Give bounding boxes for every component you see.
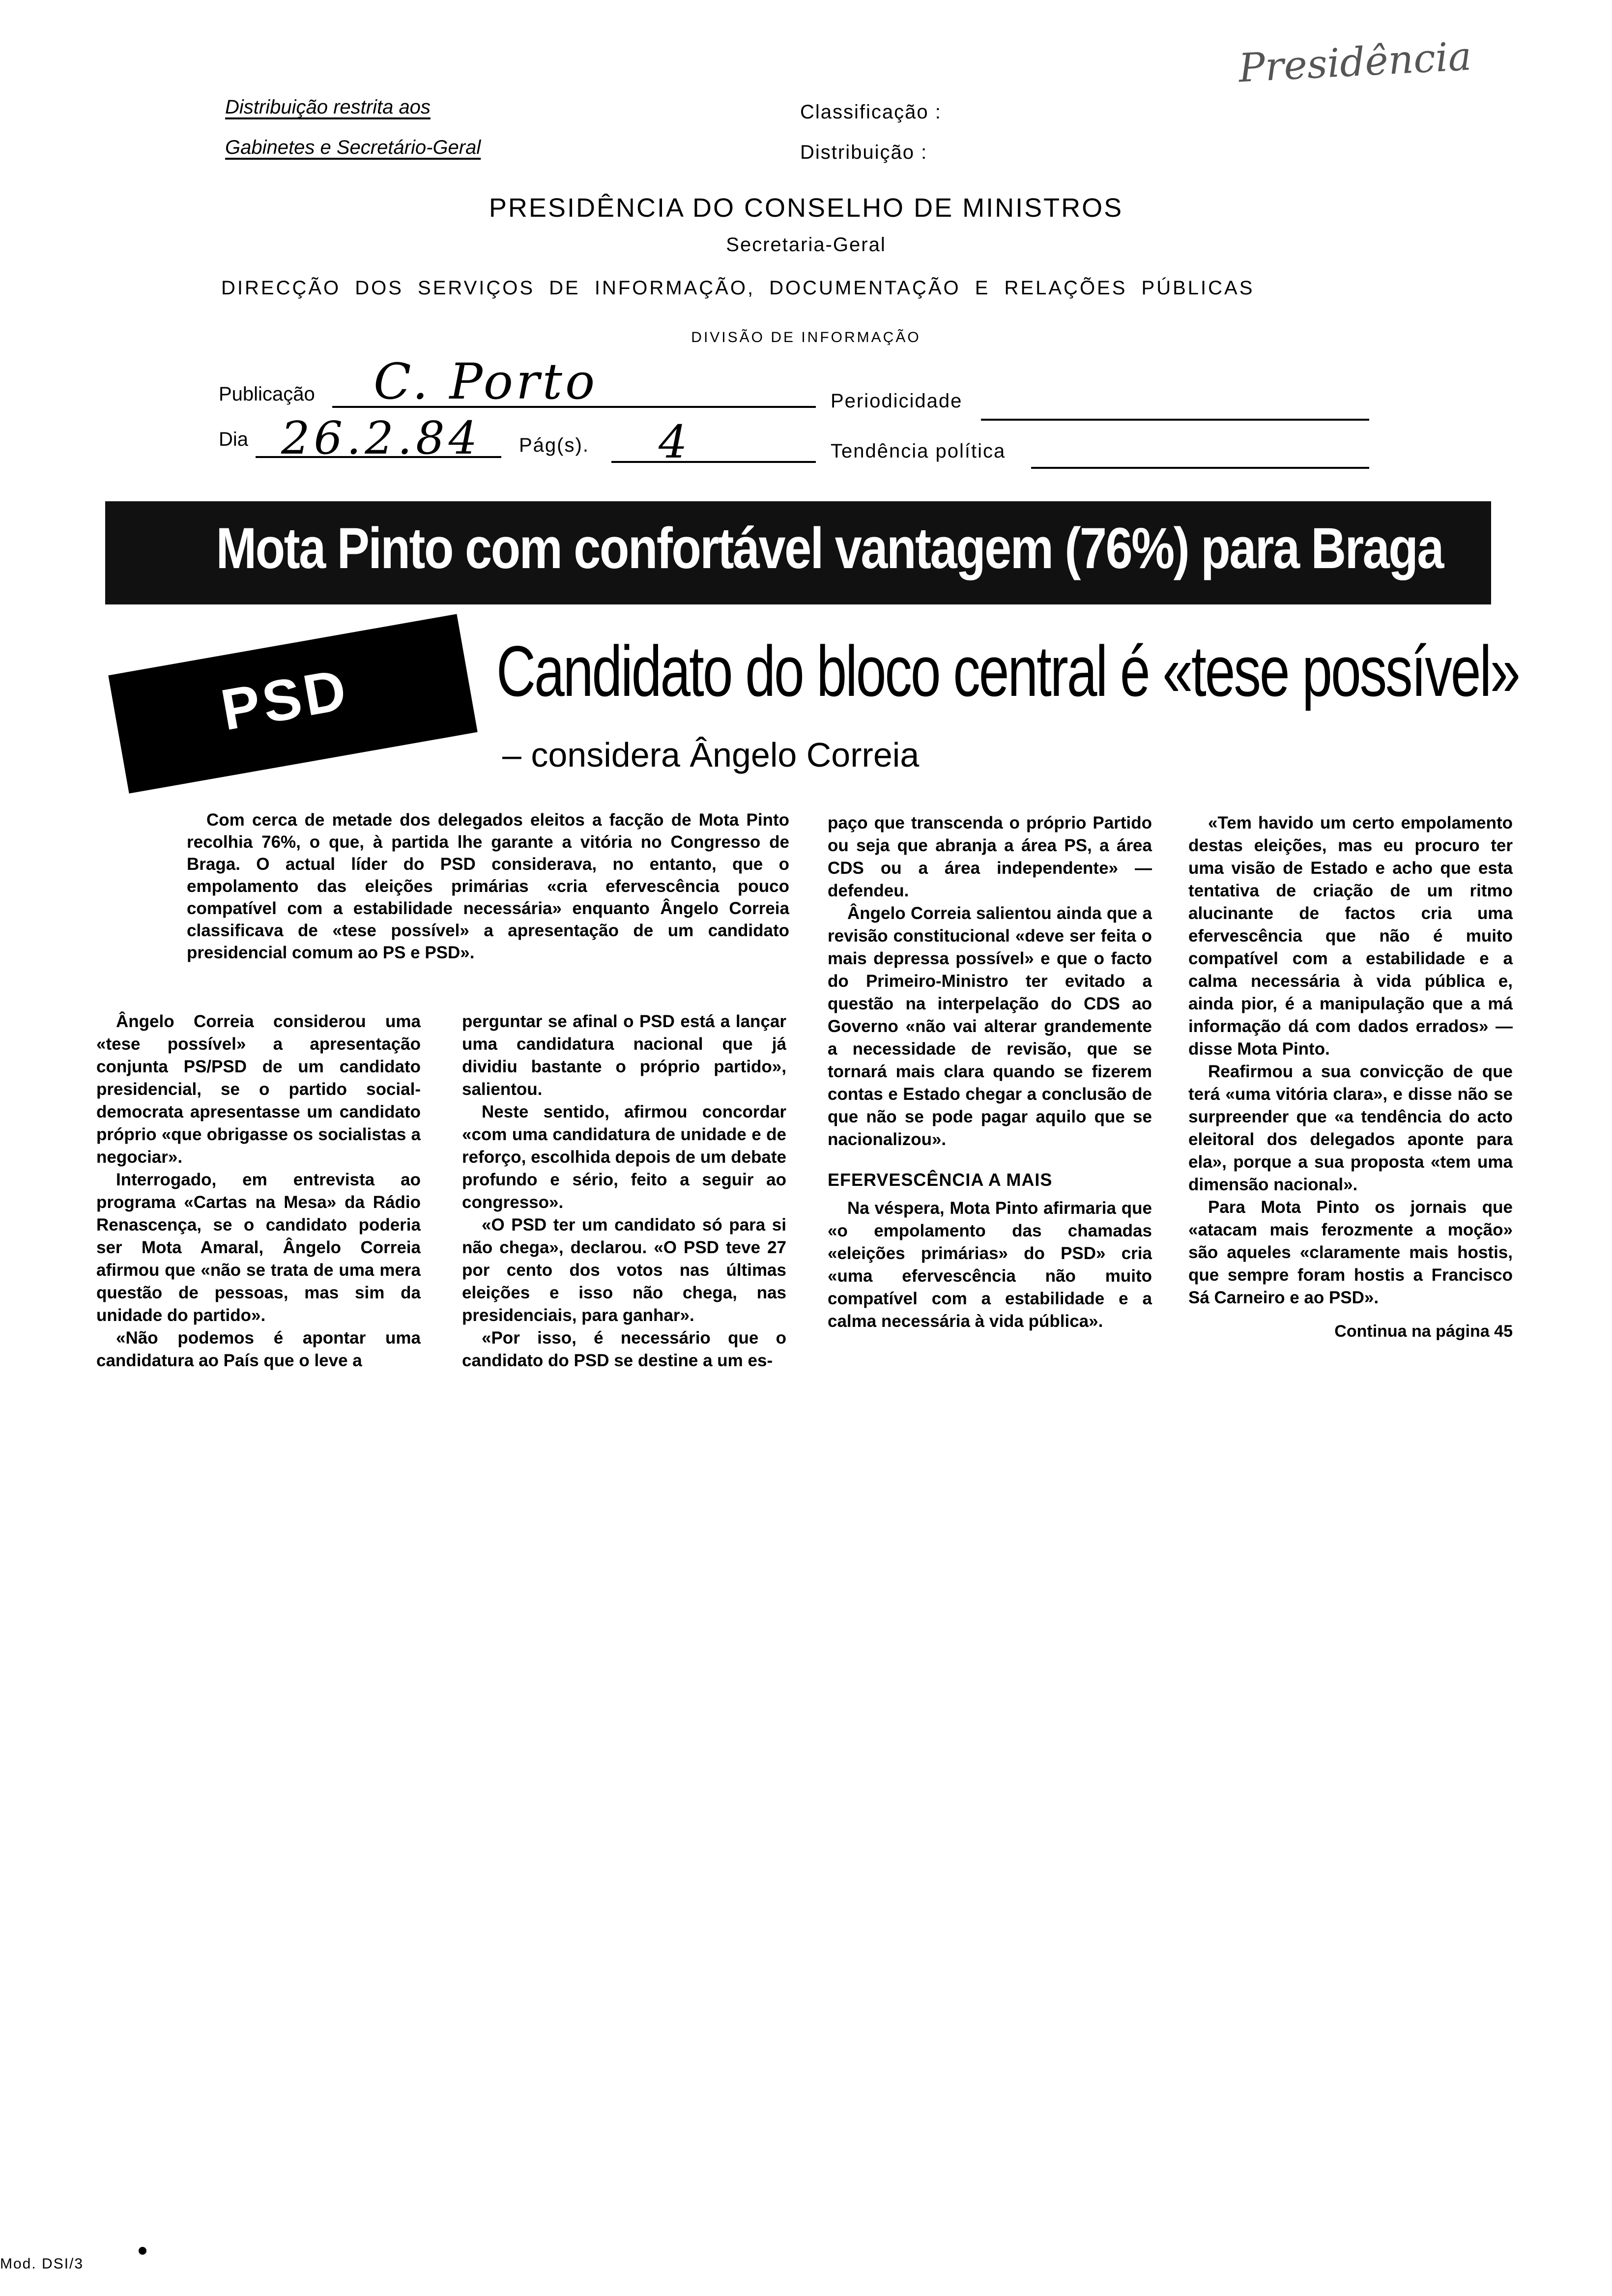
article-headline: Candidato do bloco central é «tese possível» <box>496 631 1519 711</box>
distribution-label: Distribuição : <box>800 142 928 163</box>
article-column-2 <box>462 1010 786 1372</box>
col4-paragraph: Para Mota Pinto os jornais que «atacam mais ferozmente a moção» são aqueles «claramente mais hostis, que sempre foram hostis a Francisco Sá Carneiro e ao PSD». <box>1188 1198 1513 1307</box>
pages-field[interactable] <box>611 461 816 463</box>
pages-value: 4 <box>659 416 688 468</box>
col1-paragraph: Ângelo Correia considerou uma «tese possível» a apresentação conjunta PS/PSD de um candidato presidencial, se o partido social-democrata apresentasse um candidato próprio «que obrigasse os socialistas a negociar». <box>96 1012 421 1167</box>
col2-paragraph: perguntar se afinal o PSD está a lançar uma candidatura nacional que já dividiu bastante o próprio partido», salientou. <box>462 1012 786 1099</box>
banner-headline: Mota Pinto com confortável vantagem (76%) para Braga <box>216 516 1443 581</box>
lead-paragraph <box>187 809 789 964</box>
article-byline: – considera Ângelo Correia <box>502 736 920 774</box>
tendency-field[interactable] <box>1031 467 1369 469</box>
org-subtitle: Secretaria-Geral <box>726 234 886 256</box>
publication-label: Publicação <box>219 383 315 405</box>
footer-dot <box>139 2247 146 2255</box>
publication-value: C. Porto <box>374 353 598 410</box>
col4-paragraph: Reafirmou a sua convicção de que terá «uma vitória clara», e disse não se surpreender que «a tendência do acto eleitoral dos delegados aponte para ela», porque a sua proposta «tem uma dimensão nacional». <box>1188 1062 1513 1194</box>
tendency-label: Tendência política <box>831 440 1006 462</box>
continued-note: Continua na página 45 <box>1334 1322 1513 1341</box>
classification-label: Classificação : <box>800 101 942 123</box>
col3-paragraph: paço que transcenda o próprio Partido ou seja que abranja a área PS, a área CDS ou a área independente» — defendeu. <box>828 813 1152 900</box>
col2-paragraph: «Por isso, é necessário que o candidato do PSD se destine a um es- <box>462 1328 786 1370</box>
periodicity-field[interactable] <box>981 419 1369 421</box>
article-column-1 <box>96 1010 421 1372</box>
psd-tag-label: PSD <box>216 657 354 743</box>
article-column-4 <box>1188 812 1513 1343</box>
col4-paragraph: «Tem havido um certo empolamento destas eleições, mas eu procuro ter uma visão de Estado e acho que esta tentativa de criação de um ritmo alucinante de factos cria uma efervescência que não é muito compatível com a estabilidade e a calma necessária à vida pública e, ainda pior, é a manipulação que a má informação dá com dados errados» — disse Mota Pinto. <box>1188 813 1513 1059</box>
restriction-line-2: Gabinetes e Secretário-Geral <box>225 137 481 158</box>
periodicity-label: Periodicidade <box>831 390 963 412</box>
day-value: 26.2.84 <box>281 412 482 464</box>
col3-subhead: EFERVESCÊNCIA A MAIS <box>828 1170 1053 1190</box>
col1-paragraph: «Não podemos é apontar uma candidatura ao País que o leve a <box>96 1328 421 1370</box>
pages-label: Pág(s). <box>519 434 589 456</box>
org-title: PRESIDÊNCIA DO CONSELHO DE MINISTROS <box>489 193 1123 223</box>
division-line: DIVISÃO DE INFORMAÇÃO <box>691 329 921 345</box>
restriction-line-1: Distribuição restrita aos <box>225 96 431 118</box>
col2-paragraph: «O PSD ter um candidato só para si não chega», declarou. «O PSD teve 27 por cento dos votos nas últimas eleições e isso não chega, nas presidenciais, para ganhar». <box>462 1215 786 1325</box>
lead-text: Com cerca de metade dos delegados eleitos a facção de Mota Pinto recolhia 76%, o que, à partida lhe garante a vitória no Congresso de Braga. O actual líder do PSD considerava, no entanto, que o empolamento das eleições primárias «cria efervescência pouco compatível com a estabilidade necessária» enquanto Ângelo Correia classificava de «tese possível» a apresentação de um candidato presidencial comum ao PS e PSD». <box>187 810 789 962</box>
col2-paragraph: Neste sentido, afirmou concordar «com uma candidatura de unidade e de reforço, escolhida depois de um debate profundo e sério, feito a seguir ao congresso». <box>462 1102 786 1212</box>
article-column-3 <box>828 812 1152 1333</box>
col1-paragraph: Interrogado, em entrevista ao programa «Cartas na Mesa» da Rádio Renascença, se o candidato poderia ser Mota Amaral, Ângelo Correia afirmou que «não se trata de uma mera questão de pessoas, mas sim da unidade do partido». <box>96 1170 421 1325</box>
directorate-line: DIRECÇÃO DOS SERVIÇOS DE INFORMAÇÃO, DOCUMENTAÇÃO E RELAÇÕES PÚBLICAS <box>221 277 1255 299</box>
col3-paragraph: Na véspera, Mota Pinto afirmaria que «o empolamento das chamadas «eleições primárias» do PSD» cria «uma efervescência não muito compatível com a estabilidade e a calma necessária à vida pública». <box>828 1199 1152 1331</box>
day-label: Dia <box>219 429 249 450</box>
col3-paragraph: Ângelo Correia salientou ainda que a revisão constitucional «deve ser feita o mais depressa possível» e que o facto do Primeiro-Ministro ter evitado a questão na interpelação do CDS ao Governo «não vai alterar grandemente a necessidade de revisão, que se tornará mais clara quando se fizerem contas e Estado chegar a conclusão de que não se pode pagar aquilo que se nacionalizou». <box>828 904 1152 1149</box>
form-model-code: Mod. DSI/3 <box>0 2256 84 2272</box>
handwritten-note: Presidência <box>1237 33 1473 91</box>
